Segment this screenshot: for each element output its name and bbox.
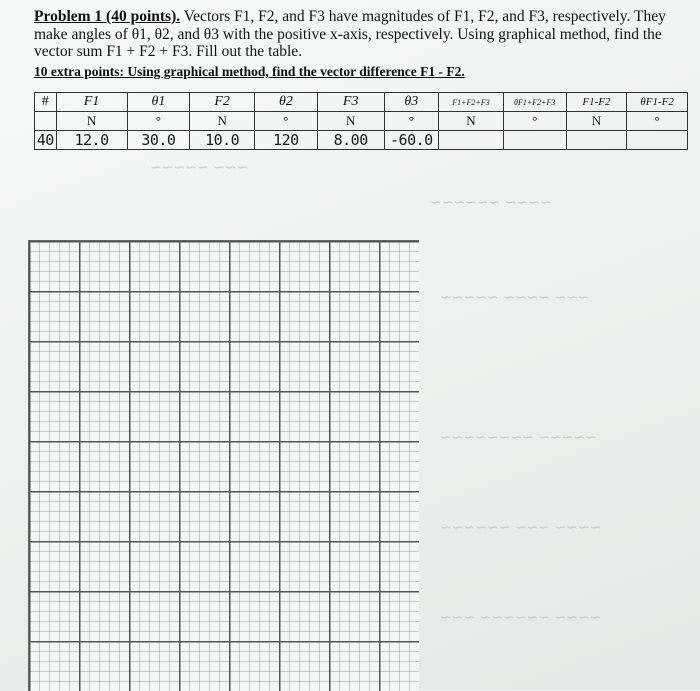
bleed-through-mark: ~~~ ~~~~ ~~~~~ [440, 290, 590, 306]
cell-theta-sum[interactable] [503, 131, 566, 150]
table-row [35, 131, 688, 150]
header-f2: F2 [190, 93, 255, 112]
extra-points-statement: 10 extra points: Using graphical method, find the vector difference F1 - F2. [34, 64, 465, 79]
bleed-through-mark: ~~~~ ~~~ ~~~~~~ [440, 520, 602, 536]
table-units-row [35, 112, 688, 131]
bleed-through-mark: ~~~ ~~~~~ [150, 160, 249, 176]
header-f1: F1 [56, 93, 127, 112]
unit-cell: N [317, 112, 384, 131]
data-table [34, 92, 688, 150]
cell-f2[interactable]: 10.0 [190, 131, 255, 150]
unit-cell: N [190, 112, 255, 131]
cell-number[interactable]: 40 [35, 131, 57, 150]
problem-title: Problem 1 (40 points). [34, 8, 181, 25]
header-theta-sum: θF1+F2+F3 [503, 93, 566, 112]
header-sum: F1+F2+F3 [439, 93, 504, 112]
header-theta-difference: θF1-F2 [627, 93, 688, 112]
graph-paper-grid[interactable] [28, 240, 419, 691]
header-theta2: θ2 [255, 93, 318, 112]
unit-cell [35, 112, 57, 131]
header-theta3: θ3 [384, 93, 439, 112]
unit-cell: ° [384, 112, 439, 131]
cell-f1[interactable]: 12.0 [56, 131, 127, 150]
unit-cell: ° [627, 112, 688, 131]
cell-difference[interactable] [566, 131, 627, 150]
table-header-row [35, 93, 688, 112]
unit-cell: N [439, 112, 504, 131]
cell-sum[interactable] [439, 131, 504, 150]
unit-cell: ° [127, 112, 190, 131]
cell-theta2[interactable]: 120 [255, 131, 318, 150]
cell-theta-difference[interactable] [627, 131, 688, 150]
unit-cell: N [56, 112, 127, 131]
header-f3: F3 [317, 93, 384, 112]
cell-theta1[interactable]: 30.0 [127, 131, 190, 150]
unit-cell: ° [255, 112, 318, 131]
unit-cell: ° [503, 112, 566, 131]
bleed-through-mark: ~~~~~ ~~~~~~~~ [440, 430, 597, 446]
unit-cell: N [566, 112, 627, 131]
problem-text: Vectors F1, F2, and F3 have magnitudes of F1, F2, and F3, respectively. They make angles of θ1, θ2, and θ3 with the positive x-axis, respectively. Using graphical method, find the vector sum F1 + F2 + F3. Fill out the table. [34, 8, 666, 60]
cell-theta3[interactable]: -60.0 [384, 131, 439, 150]
bleed-through-mark: ~~~~ ~~~~~~ ~~~ [440, 610, 602, 626]
header-theta1: θ1 [127, 93, 190, 112]
problem-statement [34, 8, 674, 61]
header-difference: F1-F2 [566, 93, 627, 112]
bleed-through-mark: ~~~~ ~~~~~~ [430, 195, 552, 211]
cell-f3[interactable]: 8.00 [317, 131, 384, 150]
header-number: # [35, 93, 57, 112]
